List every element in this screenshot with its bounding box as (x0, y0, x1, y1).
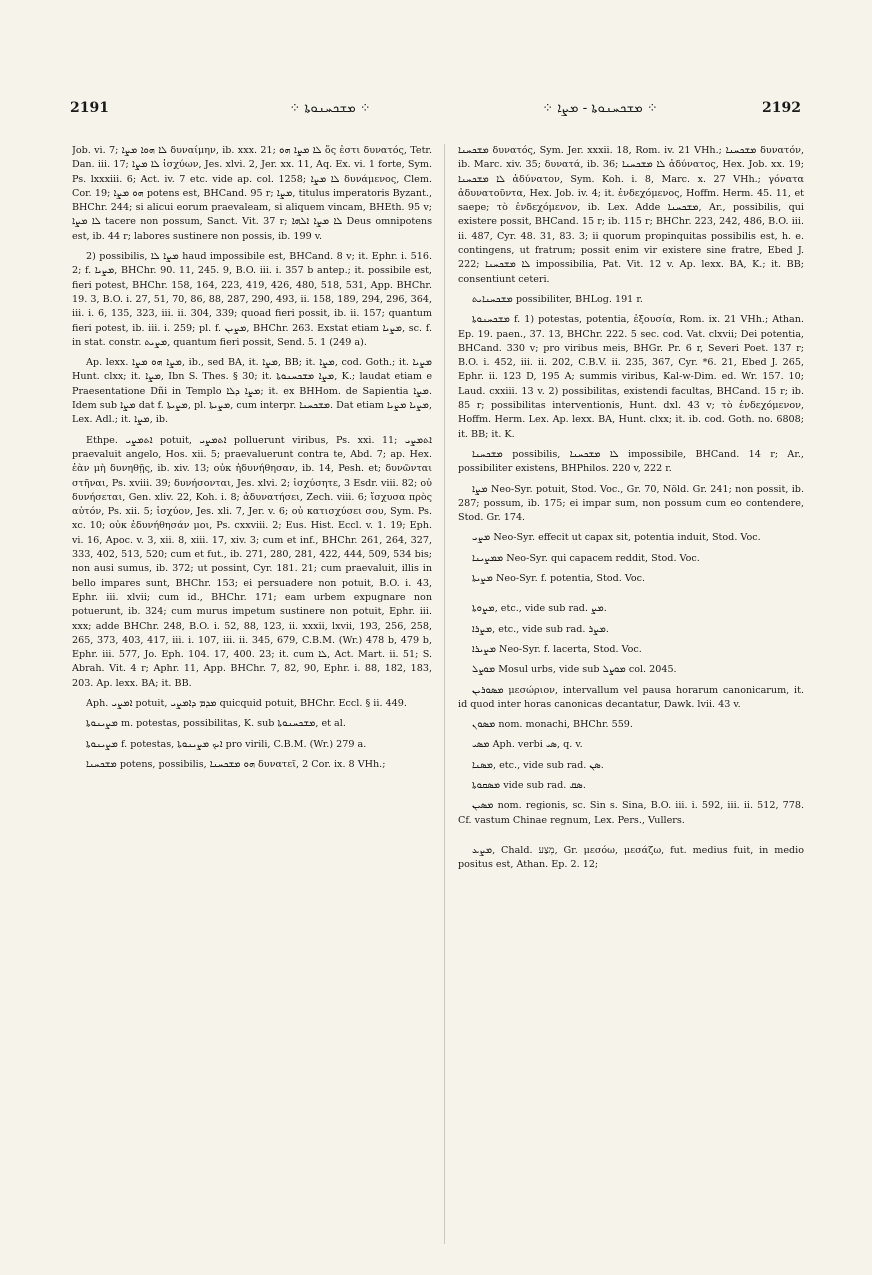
dictionary-entry: ܡܨܥ, Chald. מְצַע, Gr. μεσόω, μεσάζω, fut. medius fuit, in medio positus est, Athan. Ep. 2. 12; (458, 844, 804, 871)
dictionary-entry: Job. vi. 7; ܠܐ ܗܘܐ ܡܨܐ δυναίμην, ib. xxx. 21; ܠܐ ܡܨܐ ܗܘ ὅς ἐστι δυνατός, Tetr. Dan. iii. 17; ܠܐ ܡܨܐ ἰσχύων, Jes. xlvi. 2, Jer. xx. 11, Aq. Ex. vi. 1 forte, Sym. Ps. lxxxiii. 6; Act. iv. 7 etc. vide ap. col. 1258; ܠܐ ܡܨܐ δυνάμενος, Clem. Cor. 19; ܗܘ ܡܨܐ potens est, BHCand. 95 r; ܡܨܐ, titulus imperatoris Byzant., BHChr. 244; si alicui eorum praevaleam, si aliquem vincam, BHEth. 95 v; ܠܐ ܡܨܐ tacere non possum, Sanct. Vit. 37 r; ܠܐ ܡܨܐ ܐܠܗܐ Deus omnipotens est, ib. 44 r; labores sustinere non possis, ib. 199 v. (72, 145, 432, 242)
dictionary-entry: ܡܨܝܢܘܬܐ m. potestas, possibilitas, K. sub ܡܫܟܚܢܘܬܐ, et al. (86, 718, 346, 730)
dictionary-entry: ܡܣܘܪܝܢ μεσώριον, intervallum vel pausa horarum canonicarum, it. id quod inter horas canonicas decantatur, Dawk. lvii. 43 v. (458, 684, 804, 710)
dictionary-entry: ܡܣܝ Aph. verbi ܣܝ, q. v. (472, 739, 583, 751)
dictionary-entry: ܡܨܝܪܐ Neo-Syr. f. lacerta, Stod. Voc. (472, 643, 642, 655)
dictionary-entry: ܡܣܩܘܬܐ vide sub rad. ܣܩ. (472, 779, 586, 791)
left-page-number: 2191 (70, 100, 109, 116)
dictionary-entry: ܡܫܟܚܢܐ possibilis, ܠܐ ܡܫܟܚܢܐ impossibile, BHCand. 14 r; Ar., possibiliter existens, BHPhilos. 220 v, 222 r. (458, 448, 804, 475)
left-column (72, 144, 432, 1254)
dictionary-entry: ܡܨܘܬܐ, etc., vide sub rad. ܡܨ. (472, 603, 607, 615)
dictionary-entry: ܡܨܐ Neo-Syr. potuit, Stod. Voc., Gr. 70, Nöld. Gr. 241; non possit, ib. 287; possum, ib. 175; ei impar sum, non possum cum eo contendere, Stod. Gr. 174. (458, 483, 804, 524)
dictionary-entry: 2) possibilis, ܡܨܐ ܠܐ haud impossibile est, BHCand. 8 v; it. Ephr. i. 516. 2; f. ܡܨܝܐ, BHChr. 90. 11, 245. 9, B.O. iii. i. 357 b antep.; it. possibile est, fieri potest, BHChr. 158, 164, 223, 419, 426, 480, 518, 531, App. BHChr. 19. 3, B.O. i. 27, 51, 70, 86, 88, 287, 290, 493, ii. 158, 189, 294, 296, 364, iii. i. 6, 135, 323, iii. ii. 304, 339; quoad fieri possit, ib. ii. 157; quantum fieri potest, ib. iii. i. 259; pl. f. ܡܨܝܢ, BHChr. 263. Exstat etiam ܡܨܝܐ, sc. f. in stat. constr. ܡܨܝܬ, quantum fieri possit, Send. 5. 1 (249 a). (72, 251, 432, 348)
dictionary-entry: Ap. lexx. ܡܨܐ ܗܘ ܡܨܐ, ib., sed BA, it. ܡܨܐ, BB; it. ܡܨܐ, cod. Goth.; it. ܡܨܝܐ Hunt. clxx; it. ܡܨܐ, Ibn S. Thes. § 30; it. ܡܨܐ ܡܫܟܚܢܘܬܐ, K.; laudat etiam e Praesentatione Dñi in Templo ܡܨܐ ܕܠܐ; it. ex BHHom. de Sapientia ܡܨܐ. Idem sub ܡܨܐ dat f. ܡܨܝܬܐ, pl. ܡܨܝܬܐ, cum interpr. ܡܫܟܚܢܐ. Dat etiam ܡܨܝܐ ܡܨܝܐ, Lex. Adl.; it. ܡܨܐ, ib. (72, 357, 432, 426)
dictionary-entry: ܡܨܝ Neo-Syr. effecit ut capax sit, potentia induit, Stod. Voc. (472, 532, 761, 544)
dictionary-entry: ܡܣܢܐ, etc., vide sub rad. ܣܢ. (472, 759, 604, 771)
dictionary-entry: ܡܣܘܢ nom. monachi, BHChr. 559. (472, 719, 633, 731)
right-running-title: ⁘ ܡܫܟܚܢܘܬܐ - ܡܨܐ ⁘ (542, 101, 658, 116)
dictionary-entry: ܡܫܟܚܢܘܬܐ f. 1) potestas, potentia, ἐξουσία, Rom. ix. 21 VHh.; Athan. Ep. 19. paen., 37. 13, BHChr. 222. 5 sec. cod. Vat. clxvii; Dei potentia, BHCand. 330 v; pro viribus meis, BHGr. Pr. 6 r, Severi Poet. 137 r; B.O. i. 452, iii. ii. 202, C.B.V. ii. 235, 367, Cyr. *6. 21, Ebed J. 265, Ephr. ii. 123 D, 195 A; summis viribus, Kal-w-Dim. ed. Wr. 157. 10; Laud. cxxiii. 13 v. 2) possibilitas, existendi facultas, BHCand. 15 r; ib. 85 r; possibilitas interventionis, Hunt. dxl. 43 v; τὸ ἐνδεχόμενον, Hoffm. Herm. Lex. Ap. lexx. BA, Hunt. clxx; it. ib. cod. Goth. no. 6808; it. BB; it. K. (458, 314, 804, 440)
right-page-number: 2192 (762, 100, 801, 116)
dictionary-entry: Aph. ܐܡܨܝ potuit, ܡܕܡ ܕܐܡܨܝ quicquid potuit, BHChr. Eccl. § ii. 449. (86, 697, 407, 709)
dictionary-entry: ܡܨܪܐ, etc., vide sub rad. ܡܨܪ. (472, 623, 609, 635)
dictionary-entry: ܡܫܟܚܢܐ δυνατός, Sym. Jer. xxxii. 18, Rom. iv. 21 VHh.; ܡܫܟܚܢܐ δυνατόν, ib. Marc. xiv. 35; δυνατά, ib. 36; ܠܐ ܡܫܟܚܢܐ ἀδύνατος, Hex. Job. xx. 19; ܠܐ ܡܫܟܚܢܐ ἀδύνατον, Sym. Koh. i. 8, Marc. x. 27 VHh.; γόνατα ἀδυνατοῦντα, Hex. Job. iv. 4; it. ἐνδεχόμενος, Hoffm. Herm. 45. 11, et saepe; τὸ ἐνδεχόμενον, ib. Lex. Adde ܡܫܟܚܢܐ, Ar., possibilis, qui existere possit, BHCand. 15 r; ib. 115 r; BHChr. 223, 242, 486, B.O. iii. ii. 487, Cyr. 48. 31, 83. 3; ii quorum propinquitas possibilis est, h. e. contingens, ut fratrum; possit enim vir existere sine fratre, Ebed J. 222; ܠܐ ܡܫܟܚܢܐ impossibilia, Pat. Vit. 12 v. Ap. lexx. BA, K.; it. BB; consentiunt ceteri. (458, 145, 804, 285)
dictionary-entry: Ethpe. ܐܬܡܨܝ potuit, ܐܬܡܨܝ polluerunt viribus, Ps. xxi. 11; ܐܬܡܨܝ praevaluit angelo, Hos. xii. 5; praevaluerunt contra te, Abd. 7; ap. Hex. ἐὰν μὴ δυνηθῇς, ib. xiv. 13; οὐκ ἠδυνήθησαν, ib. 14, Pesh. et; δυνῶνται στῆναι, Ps. xviii. 39; δυνήσονται, Jes. xlvi. 2; ἰσχύσητε, 3 Esdr. viii. 82; οὐ δυνήσεται, Gen. xliv. 22, Koh. i. 8; ἀδυνατήσει, Zech. viii. 6; ἴσχυσα πρὸς αὐτόν, Ps. xii. 5; ἰσχύον, Jes. xli. 7, Jer. v. 6; οὐ κατισχύσει σου, Sym. Ps. xc. 10; οὐκ ἐδυνήθησάν μοι, Ps. cxxviii. 2; Eus. Hist. Eccl. v. 1. 19; Eph. vi. 16, Apoc. v. 3, xii. 8, xiii. 17, xiv. 3; cum et inf., BHChr. 261, 264, 327, 333, 402, 513, 520; cum et fut., ib. 271, 280, 281, 422, 444, 509, 534 bis; non ausi sumus, ib. 372; ut possint, Cyr. 181. 21; cum praevaluit, illis in bello impares sunt, BHChr. 153; ei persuadere non potuit, B.O. i. 43, Ephr. iii. xlvii; cum id., BHChr. 171; eam urbem expugnare non potuerunt, ib. 324; cum murus impetum sustinere non potuit, Ephr. iii. xxx; adde BHChr. 248, B.O. i. 52, 88, 123, ii. xxxii, lxvii, 193, 256, 258, 265, 373, 403, 417, iii. i. 107, iii. ii. 345, 679, C.B.M. (Wr.) 478 b, 479 b, Ephr. iii. 577, Jo. Eph. 104. 17, 400. 23; it. cum ܠܐ, Act. Mart. ii. 51; S. Abrah. Vit. 4 r; Aphr. 11, App. BHChr. 7, 82, 90, Ephr. i. 88, 182, 183, 203. Ap. lexx. BA; it. BB. (72, 434, 432, 689)
column-divider (444, 144, 445, 1244)
dictionary-entry: ܡܡܨܝܢܐ Neo-Syr. qui capacem reddit, Stod. Voc. (472, 552, 700, 564)
dictionary-entry: ܡܨܝܬܐ Neo-Syr. f. potentia, Stod. Voc. (472, 573, 646, 585)
left-running-title: ⁘ ܡܫܟܚܢܘܬܐ ⁘ (289, 101, 371, 116)
dictionary-entry: ܡܨܝܢܘܬܐ f. potestas, ܐܝܟ ܡܨܝܢܘܬܐ pro virili, C.B.M. (Wr.) 279 a. (86, 738, 367, 750)
dictionary-entry: ܡܣܝܢ nom. regionis, sc. Sin s. Sina, B.O. iii. i. 592, iii. ii. 512, 778. Cf. vastum Chinae regnum, Lex. Pers., Vullers. (458, 800, 804, 826)
right-column (458, 144, 804, 1254)
dictionary-entry: ܡܫܟܚܢܐܝܬ possibiliter, BHLog. 191 r. (472, 293, 643, 305)
dictionary-entry: ܡܫܟܚܢܐ potens, possibilis, ܗܘ ܡܫܟܚܢܐ δυνατεῖ, 2 Cor. ix. 8 VHh.; (86, 758, 386, 770)
page-header (0, 100, 872, 124)
dictionary-entry: ܡܘܨܠ Mosul urbs, vide sub ܡܘܨܠ col. 2045. (472, 664, 677, 676)
